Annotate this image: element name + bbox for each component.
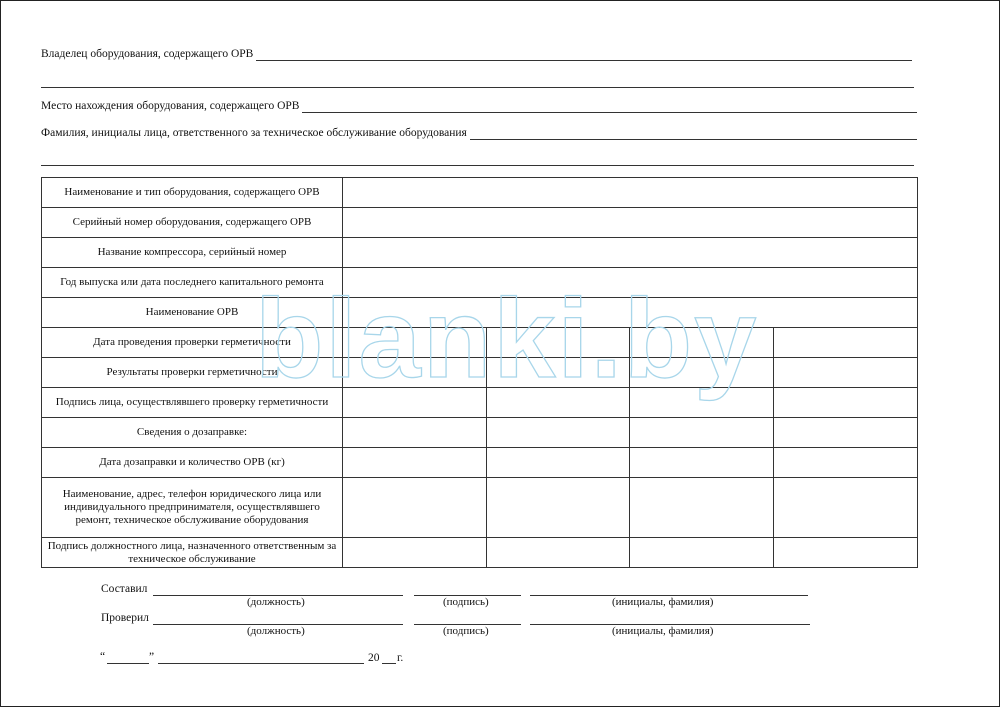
row-label: Наименование ОРВ <box>42 298 343 328</box>
date-year-suffix: г. <box>397 652 404 664</box>
location-blank[interactable] <box>302 101 917 113</box>
checked-initials-caption: (инициалы, фамилия) <box>612 625 714 637</box>
value-cell[interactable] <box>774 478 918 538</box>
value-cell[interactable] <box>774 538 918 568</box>
value-cell[interactable] <box>774 388 918 418</box>
table-row <box>42 358 918 388</box>
value-cell[interactable] <box>774 358 918 388</box>
table-row <box>42 478 918 538</box>
value-cell[interactable] <box>630 418 774 448</box>
value-cell[interactable] <box>343 268 918 298</box>
value-cell[interactable] <box>487 388 630 418</box>
row-label: Серийный номер оборудования, содержащего ОРВ <box>42 208 343 238</box>
table-row <box>42 388 918 418</box>
row-label: Результаты проверки герметичности <box>42 358 343 388</box>
value-cell[interactable] <box>343 238 918 268</box>
date-day-line[interactable] <box>107 663 149 664</box>
value-cell[interactable] <box>774 448 918 478</box>
table-row <box>42 178 918 208</box>
value-cell[interactable] <box>630 448 774 478</box>
date-month-line[interactable] <box>158 663 364 664</box>
checked-label: Проверил <box>101 612 149 624</box>
table-row <box>42 328 918 358</box>
table-row <box>42 208 918 238</box>
row-label: Сведения о дозаправке: <box>42 418 343 448</box>
row-label: Название компрессора, серийный номер <box>42 238 343 268</box>
responsible-label: Фамилия, инициалы лица, ответственного за техническое обслуживание оборудования <box>41 127 467 139</box>
composed-initials-caption: (инициалы, фамилия) <box>612 596 714 608</box>
row-label: Год выпуска или дата последнего капитального ремонта <box>42 268 343 298</box>
value-cell[interactable] <box>630 358 774 388</box>
checked-signature-caption: (подпись) <box>443 625 489 637</box>
value-cell[interactable] <box>487 418 630 448</box>
owner-continuation-line[interactable] <box>41 87 914 88</box>
date-year-line[interactable] <box>382 663 396 664</box>
location-label: Место нахождения оборудования, содержащего ОРВ <box>41 100 300 112</box>
row-label: Дата дозаправки и количество ОРВ (кг) <box>42 448 343 478</box>
row-label: Подпись лица, осуществлявшего проверку герметичности <box>42 388 343 418</box>
value-cell[interactable] <box>774 418 918 448</box>
composed-position-caption: (должность) <box>247 596 305 608</box>
value-cell[interactable] <box>343 358 487 388</box>
table-row <box>42 298 918 328</box>
value-cell[interactable] <box>630 478 774 538</box>
value-cell[interactable] <box>343 208 918 238</box>
location-field[interactable] <box>41 100 917 113</box>
table-row <box>42 238 918 268</box>
value-cell[interactable] <box>343 448 487 478</box>
value-cell[interactable] <box>343 178 918 208</box>
table-row <box>42 448 918 478</box>
value-cell[interactable] <box>487 538 630 568</box>
table-row <box>42 418 918 448</box>
composed-label: Составил <box>101 583 148 595</box>
row-label: Подпись должностного лица, назначенного ответственным за техническое обслуживание <box>42 538 343 568</box>
value-cell[interactable] <box>487 478 630 538</box>
value-cell[interactable] <box>487 328 630 358</box>
checked-position-caption: (должность) <box>247 625 305 637</box>
date-year-prefix: 20 <box>368 652 380 664</box>
date-open-quote: “ <box>100 651 106 663</box>
table-row <box>42 268 918 298</box>
owner-blank[interactable] <box>256 49 912 61</box>
value-cell[interactable] <box>343 418 487 448</box>
value-cell[interactable] <box>343 538 487 568</box>
row-label: Наименование и тип оборудования, содержащего ОРВ <box>42 178 343 208</box>
value-cell[interactable] <box>487 448 630 478</box>
row-label: Дата проведения проверки герметичности <box>42 328 343 358</box>
value-cell[interactable] <box>630 388 774 418</box>
table-row <box>42 538 918 568</box>
row-label: Наименование, адрес, телефон юридического лица или индивидуального предпринимателя, осуществлявшего ремонт, техническое обслуживание оборудования <box>42 478 343 538</box>
watermark-logo: blanki.by <box>255 276 759 401</box>
value-cell[interactable] <box>343 388 487 418</box>
value-cell[interactable] <box>343 328 487 358</box>
responsible-field[interactable] <box>41 127 917 140</box>
responsible-blank[interactable] <box>470 128 917 140</box>
equipment-table <box>41 177 918 568</box>
owner-field[interactable] <box>41 48 912 61</box>
value-cell[interactable] <box>487 358 630 388</box>
value-cell[interactable] <box>343 478 487 538</box>
value-cell[interactable] <box>343 298 918 328</box>
value-cell[interactable] <box>630 328 774 358</box>
value-cell[interactable] <box>630 538 774 568</box>
responsible-continuation-line[interactable] <box>41 165 914 166</box>
value-cell[interactable] <box>774 328 918 358</box>
owner-label: Владелец оборудования, содержащего ОРВ <box>41 48 254 60</box>
composed-signature-caption: (подпись) <box>443 596 489 608</box>
date-close-quote: ” <box>149 651 155 663</box>
